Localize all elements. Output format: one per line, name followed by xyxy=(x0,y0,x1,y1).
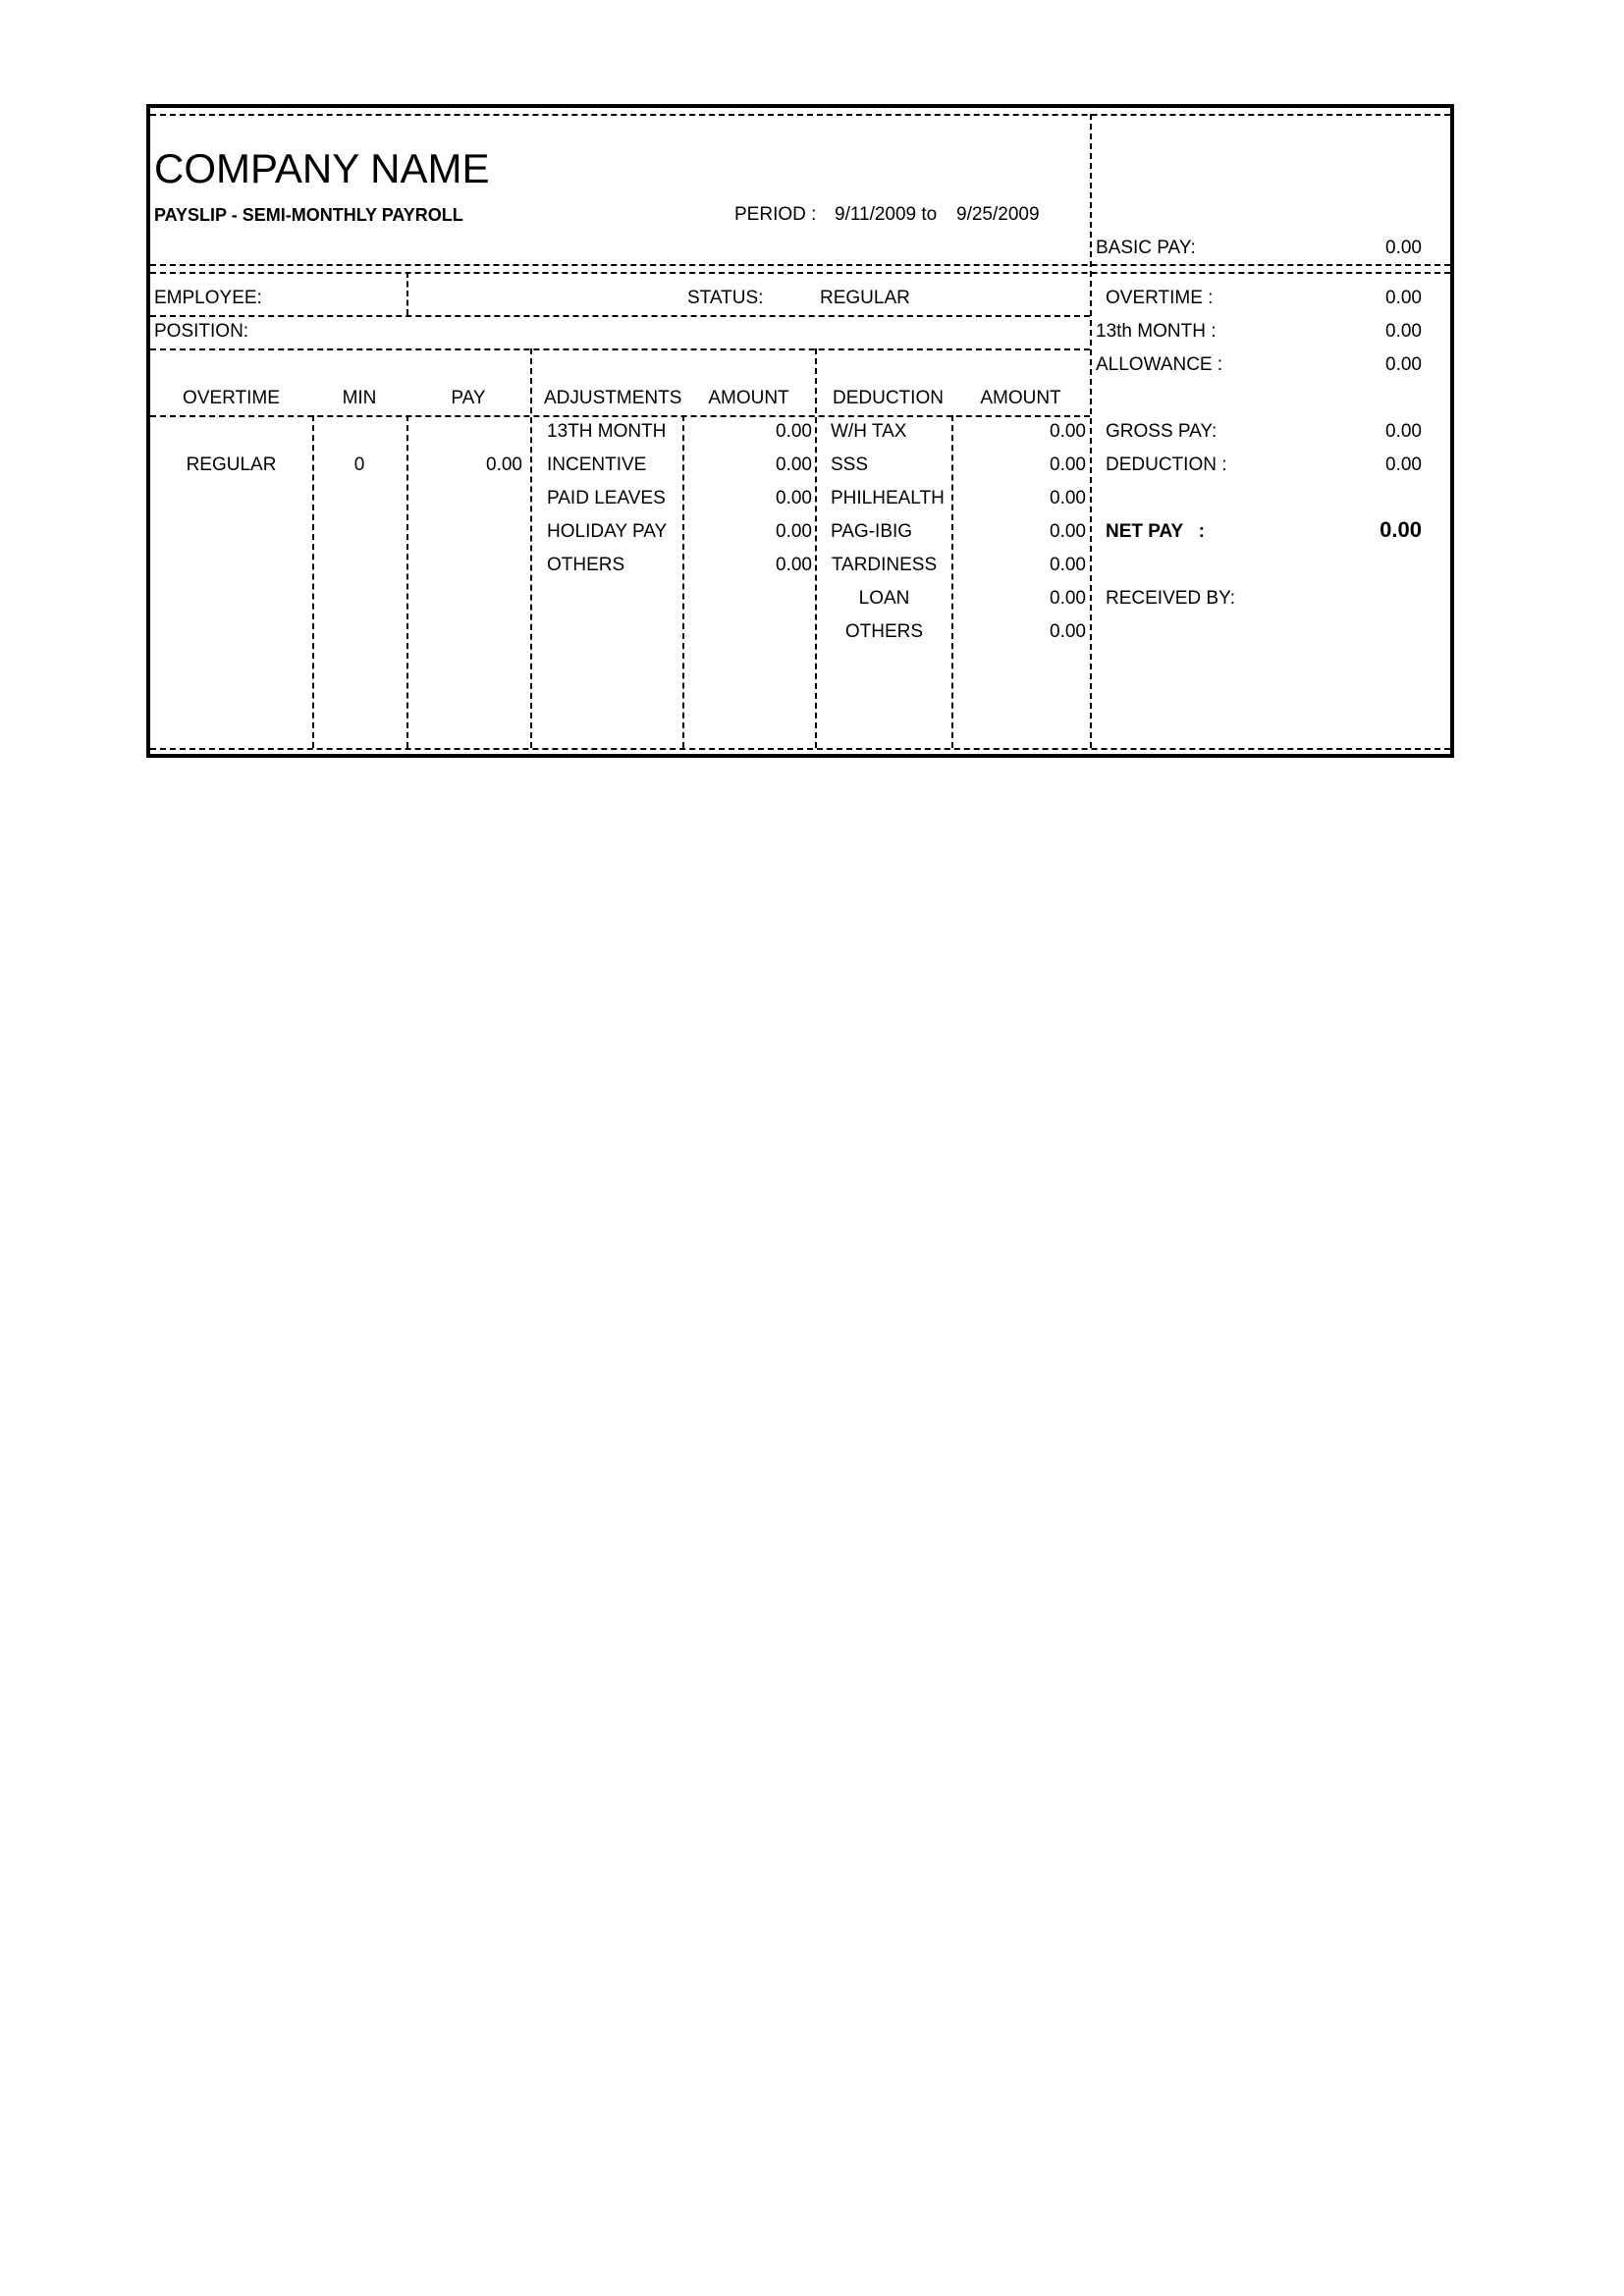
divider xyxy=(682,415,684,748)
overtime-summary-value: 0.00 xyxy=(1385,288,1422,308)
deduction-summary-value: 0.00 xyxy=(1385,454,1422,475)
col-header-deduction: DEDUCTION xyxy=(833,388,944,408)
employee-label: EMPLOYEE: xyxy=(154,288,262,308)
position-label: POSITION: xyxy=(154,321,249,342)
period-label: PERIOD : xyxy=(734,204,817,225)
basic-pay-value: 0.00 xyxy=(1385,238,1422,258)
divider xyxy=(150,748,1450,750)
col-header-min: MIN xyxy=(342,388,377,408)
adjustment-amount: 0.00 xyxy=(776,454,812,475)
divider xyxy=(530,348,532,748)
divider xyxy=(406,272,408,315)
adjustment-amount: 0.00 xyxy=(776,488,812,508)
thirteenth-month-label: 13th MONTH : xyxy=(1096,321,1217,342)
overtime-min: 0 xyxy=(353,454,365,475)
deduction-amount: 0.00 xyxy=(1050,488,1086,508)
deduction-label: LOAN xyxy=(858,588,910,609)
deduction-amount: 0.00 xyxy=(1050,621,1086,642)
deduction-label: PAG-IBIG xyxy=(831,521,913,542)
deduction-amount: 0.00 xyxy=(1050,454,1086,475)
period-from: 9/11/2009 to xyxy=(835,204,938,225)
deduction-summary-label: DEDUCTION : xyxy=(1106,454,1227,475)
col-header-adj-amount: AMOUNT xyxy=(708,388,789,408)
company-name: COMPANY NAME xyxy=(154,145,490,191)
deduction-label: TARDINESS xyxy=(831,555,938,575)
divider xyxy=(815,348,817,748)
overtime-type: REGULAR xyxy=(186,454,277,475)
adjustment-label: 13TH MONTH xyxy=(547,421,667,442)
deduction-amount: 0.00 xyxy=(1050,521,1086,542)
deduction-amount: 0.00 xyxy=(1050,555,1086,575)
col-header-pay: PAY xyxy=(451,388,486,408)
period-to: 9/25/2009 xyxy=(956,204,1040,225)
adjustment-label: OTHERS xyxy=(547,555,625,575)
adjustment-amount: 0.00 xyxy=(776,555,812,575)
allowance-value: 0.00 xyxy=(1385,354,1422,375)
col-header-adjustments: ADJUSTMENTS xyxy=(544,388,682,408)
deduction-label: SSS xyxy=(831,454,869,475)
net-pay-value: 0.00 xyxy=(1380,517,1422,542)
adjustment-label: HOLIDAY PAY xyxy=(547,521,668,542)
overtime-pay: 0.00 xyxy=(486,454,522,475)
divider xyxy=(150,272,1450,274)
deduction-amount: 0.00 xyxy=(1050,588,1086,609)
divider xyxy=(150,264,1450,266)
gross-pay-label: GROSS PAY: xyxy=(1106,421,1218,442)
col-header-overtime: OVERTIME xyxy=(183,388,280,408)
adjustment-amount: 0.00 xyxy=(776,421,812,442)
divider xyxy=(951,415,953,748)
divider xyxy=(150,315,1090,317)
status-label: STATUS: xyxy=(687,288,764,308)
adjustment-label: PAID LEAVES xyxy=(547,488,666,508)
gross-pay-value: 0.00 xyxy=(1385,421,1422,442)
allowance-label: ALLOWANCE : xyxy=(1096,354,1223,375)
deduction-label: OTHERS xyxy=(844,621,924,642)
deduction-amount: 0.00 xyxy=(1050,421,1086,442)
basic-pay-label: BASIC PAY: xyxy=(1096,238,1196,258)
divider xyxy=(150,415,1090,417)
divider xyxy=(150,114,1450,116)
payslip-title: PAYSLIP - SEMI-MONTHLY PAYROLL xyxy=(154,205,463,225)
overtime-summary-label: OVERTIME : xyxy=(1106,288,1214,308)
net-pay-label: NET PAY : xyxy=(1106,521,1206,542)
received-by-label: RECEIVED BY: xyxy=(1106,588,1235,609)
col-header-ded-amount: AMOUNT xyxy=(980,388,1061,408)
adjustment-amount: 0.00 xyxy=(776,521,812,542)
deduction-label: PHILHEALTH xyxy=(831,488,945,508)
adjustment-label: INCENTIVE xyxy=(547,454,647,475)
deduction-label: W/H TAX xyxy=(831,421,907,442)
thirteenth-month-value: 0.00 xyxy=(1385,321,1422,342)
status-value: REGULAR xyxy=(820,288,910,308)
divider xyxy=(1090,114,1092,748)
divider xyxy=(150,348,1090,350)
